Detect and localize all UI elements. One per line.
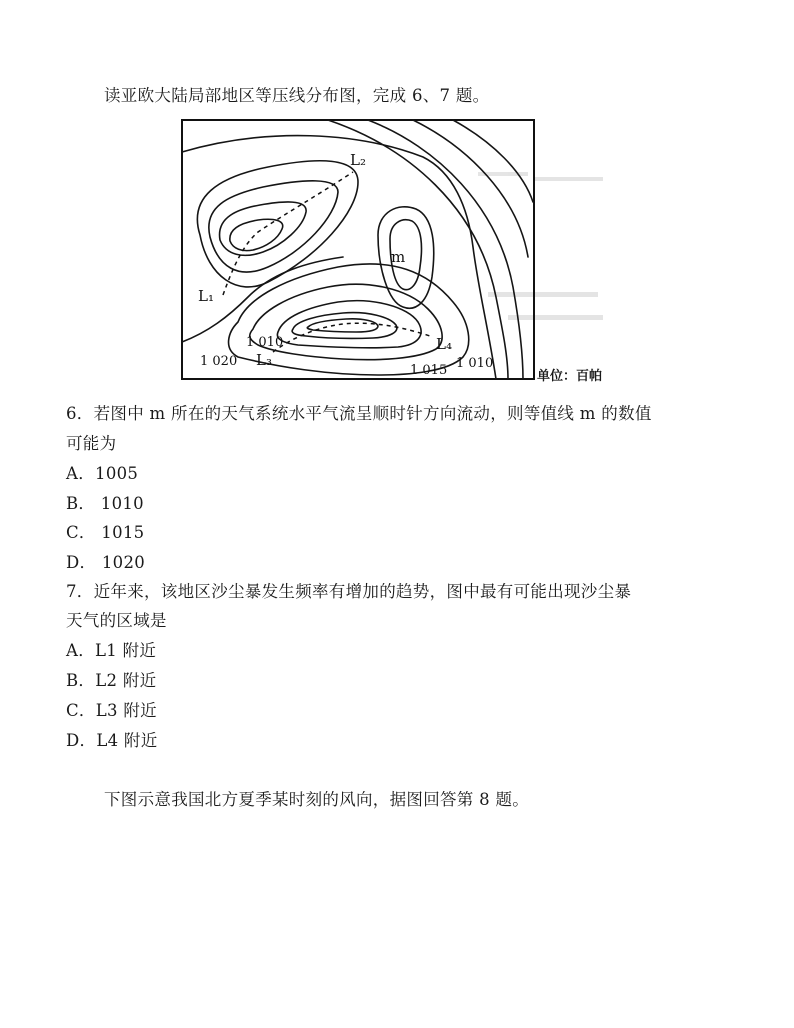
q6-option-b: B． 1010 — [66, 494, 144, 513]
map-unit-label: 单位：百帕 — [537, 369, 603, 384]
label-l3: L₃ — [256, 351, 272, 369]
label-l2: L₂ — [350, 151, 366, 169]
isobar-label-1015: 1 015 — [410, 363, 448, 378]
q7-option-b: B．L2 附近 — [66, 671, 157, 690]
isobar-label-1010-left: 1 010 — [246, 335, 284, 350]
label-m: m — [391, 248, 406, 266]
q6-option-c: C． 1015 — [66, 523, 145, 542]
trough-line-l1-l2 — [223, 172, 353, 295]
label-l4: L₄ — [436, 335, 452, 353]
q6-stem-line1: 6．若图中 m 所在的天气系统水平气流呈顺时针方向流动，则等值线 m 的数值 — [66, 404, 652, 423]
q7-option-d: D．L4 附近 — [66, 731, 158, 750]
isobar-map — [178, 117, 618, 385]
intro-text: 读亚欧大陆局部地区等压线分布图，完成 6、7 题。 — [104, 86, 490, 105]
isobar-map-drawing — [178, 117, 618, 385]
q7-stem-line2: 天气的区域是 — [66, 611, 167, 630]
q7-stem-line1: 7．近年来，该地区沙尘暴发生频率有增加的趋势，图中最有可能出现沙尘暴 — [66, 582, 632, 601]
intro-text-2: 下图示意我国北方夏季某时刻的风向，据图回答第 8 题。 — [104, 790, 530, 809]
isobar-label-1010-right: 1 010 — [456, 356, 494, 371]
isobar-label-1020: 1 020 — [200, 354, 238, 369]
q7-option-a: A．L1 附近 — [66, 641, 157, 660]
label-l1: L₁ — [198, 287, 214, 305]
q6-option-a: A．1005 — [66, 464, 139, 483]
q7-option-c: C．L3 附近 — [66, 701, 157, 720]
q6-stem-line2: 可能为 — [66, 434, 117, 453]
q6-option-d: D． 1020 — [66, 553, 146, 572]
